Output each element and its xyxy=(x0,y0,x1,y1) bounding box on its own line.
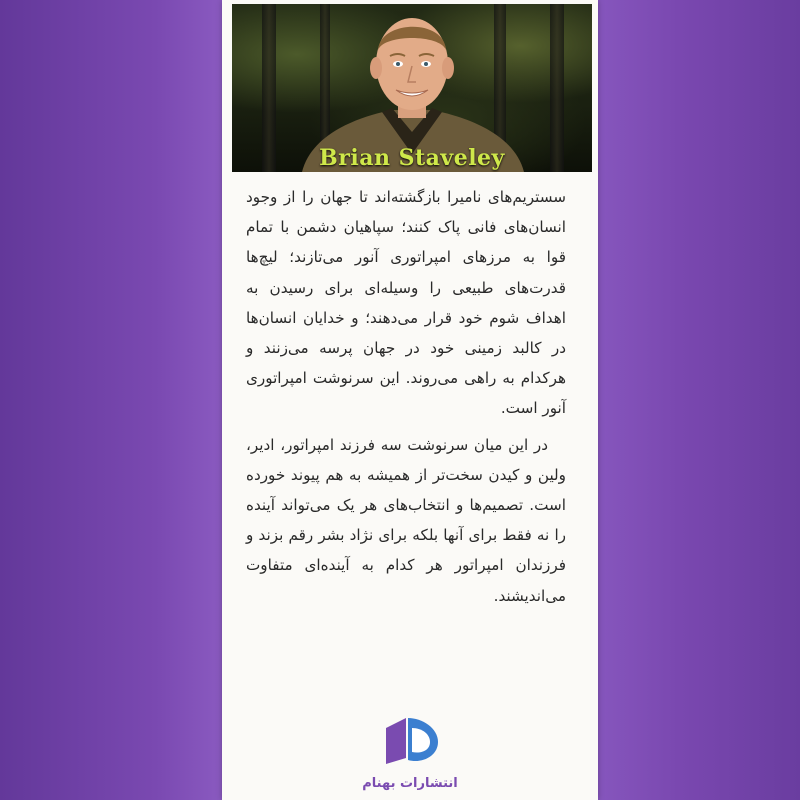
back-cover-panel xyxy=(222,0,598,800)
author-photo xyxy=(232,4,592,172)
book-description xyxy=(246,182,566,611)
author-name: Brian Staveley xyxy=(319,145,505,171)
purple-background-right xyxy=(598,0,800,800)
description-paragraph: سستریم‌های نامیرا بازگشته‌اند تا جهان را از وجود انسان‌های فانی پاک کنند؛ سپاهیان دشمن با تمام قوا به مرزهای امپراتوری آنور می‌تازند؛ لیچ‌ها قدرت‌های طبیعی را وسیله‌ای برای رسیدن به اهداف شوم خود قرار می‌دهند؛ و خدایان انسان‌ها در کالبد زمینی خود در جهان پرسه می‌زنند و هرکدام به راهی می‌روند. این سرنوشت امپراتوری آنور است. xyxy=(246,188,566,418)
description-paragraph: در این میان سرنوشت سه فرزند امپراتور، ادیر، ولین و کیدن سخت‌تر از همیشه به هم پیوند خورده است. تصمیم‌ها و انتخاب‌های هر یک می‌تواند آینده را نه فقط برای آنها بلکه برای نژاد بشر رقم بزند و فرزندان امپراتور هر کدام به آینده‌ای متفاوت می‌اندیشند. xyxy=(246,435,566,605)
purple-background-left xyxy=(0,0,222,800)
publisher-name: انتشارات بهنام xyxy=(362,776,458,791)
publisher-logo-icon xyxy=(382,714,442,766)
